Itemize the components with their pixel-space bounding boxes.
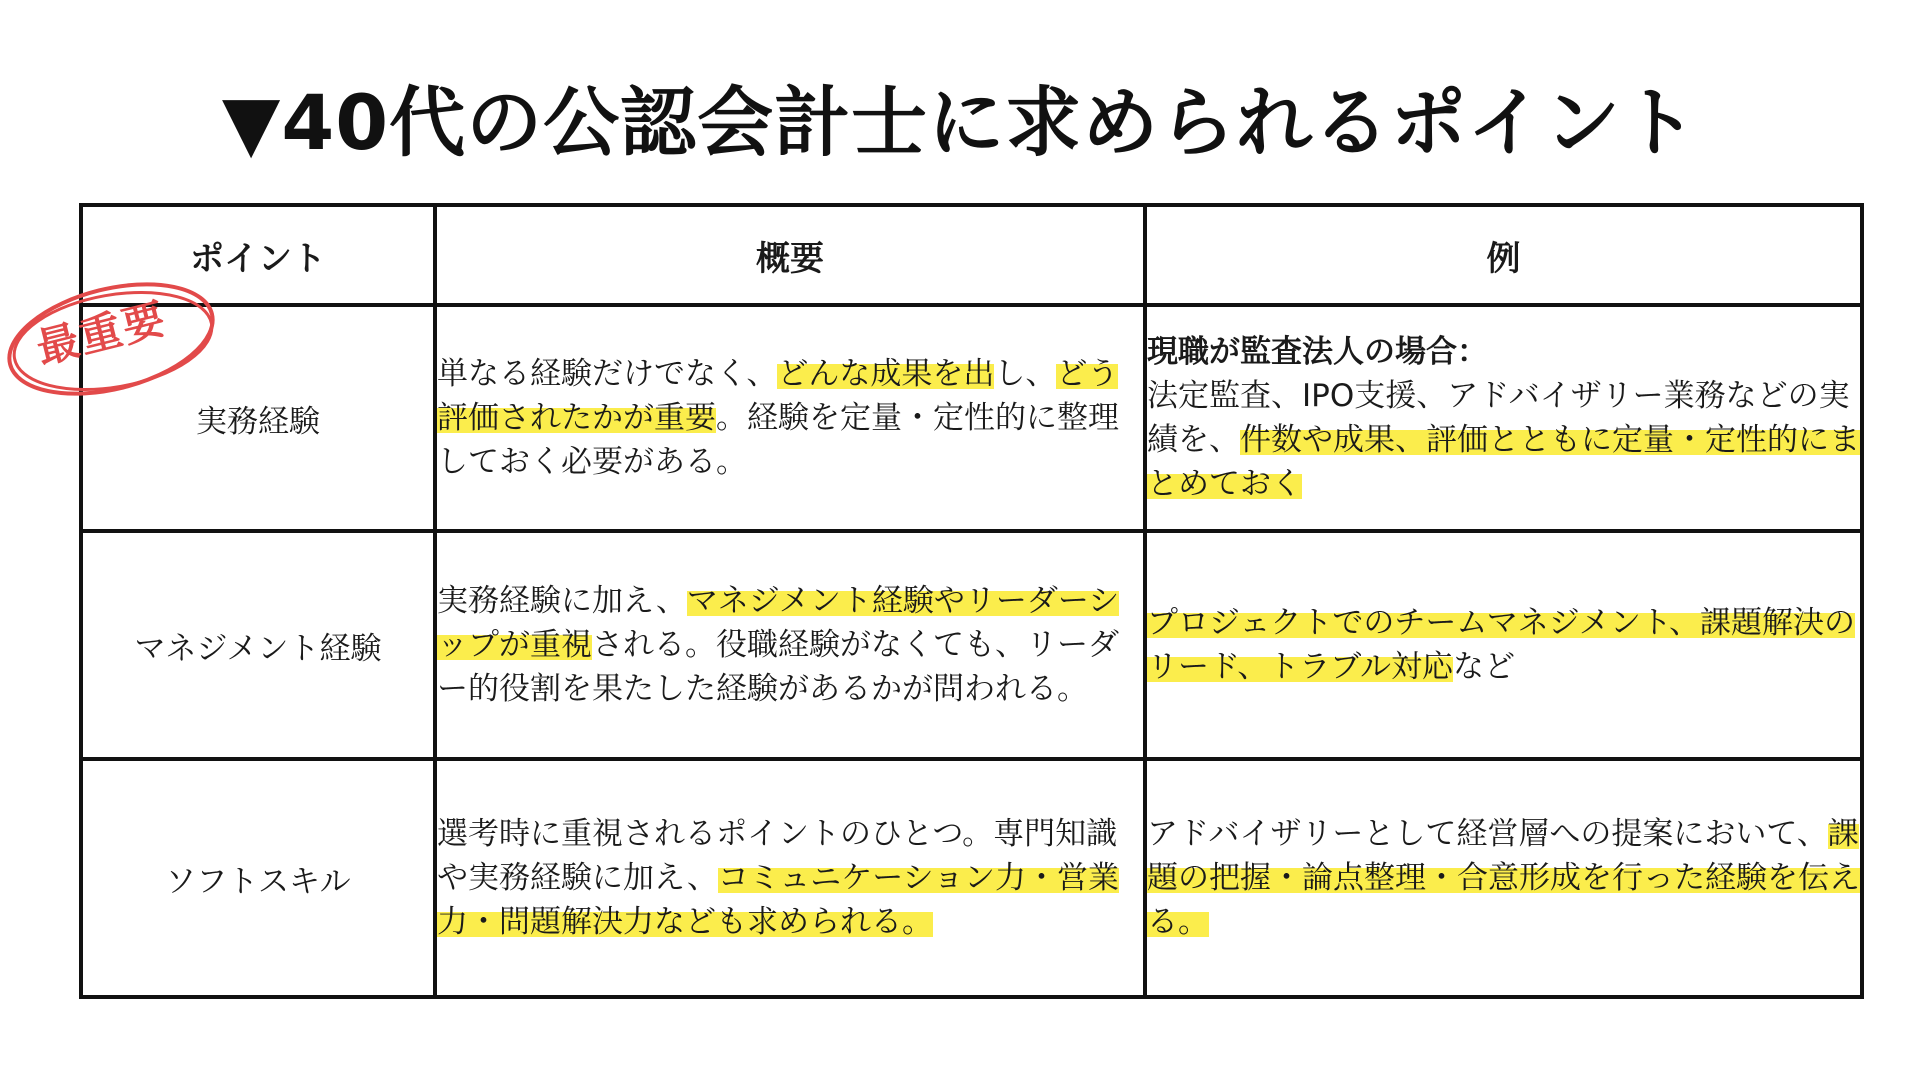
summary-highlight: コミュニケーション力・営業力・問題解決力なども求められる。 [437,860,1119,940]
summary-cell [435,531,1145,759]
page-title: ▼40代の公認会計士に求められるポイント [221,78,1699,167]
example-cell [1145,759,1862,997]
example-cell [1145,531,1862,759]
example-cell [1145,305,1862,531]
table-row [81,531,1862,759]
summary-cell [435,759,1145,997]
summary-text: 単なる経験だけでなく、 [437,356,778,392]
table-row [81,759,1862,997]
summary-text: される。役職経験がなくても、リーダー的役割を果たした経験があるかが問われる。 [437,627,1119,707]
summary-highlight: どう評価されたかが重要 [437,356,1119,436]
point-cell [81,531,435,759]
summary-text: し、 [994,356,1057,392]
point-cell [31,293,435,531]
summary-text: 選考時に重視されるポイントのひとつ。専門知識や実務経験に加え、 [437,816,1118,896]
summary-highlight: どんな成果を出 [777,356,995,392]
example-highlight: プロジェクトでのチームマネジメント、課題解決のリード、トラブル対応 [1147,605,1856,685]
example-text: 法定監査、IPO支援、アドバイザリー業務などの実績を、 [1147,378,1850,458]
points-table [31,203,1864,999]
table-header-row [81,205,1862,305]
point-label: 実務経験 [196,403,320,440]
header-example: 例 [1145,205,1862,305]
header-summary: 概要 [435,205,1145,305]
summary-highlight: マネジメント経験やリーダーシップが重視 [437,583,1120,663]
header-point: ポイント [81,205,435,305]
example-text: アドバイザリーとして経営層への提案において、 [1147,816,1828,852]
example-highlight: 件数や成果、評価とともに定量・定性的にまとめておく [1147,422,1860,502]
table-row [81,305,1862,531]
point-cell [81,759,435,997]
stamp-label: 最重要 [31,293,172,374]
summary-text: 実務経験に加え、 [437,583,687,619]
summary-cell [435,305,1145,531]
summary-text: 。経験を定量・定性的に整理しておく必要がある。 [437,400,1119,480]
example-text: など [1452,649,1515,685]
point-label: ソフトスキル [165,863,351,900]
example-highlight: 課題の把握・論点整理・合意形成を行った経験を伝える。 [1147,816,1860,940]
point-label: マネジメント経験 [134,630,382,667]
example-lead: 現職が監査法人の場合： [1147,334,1488,370]
